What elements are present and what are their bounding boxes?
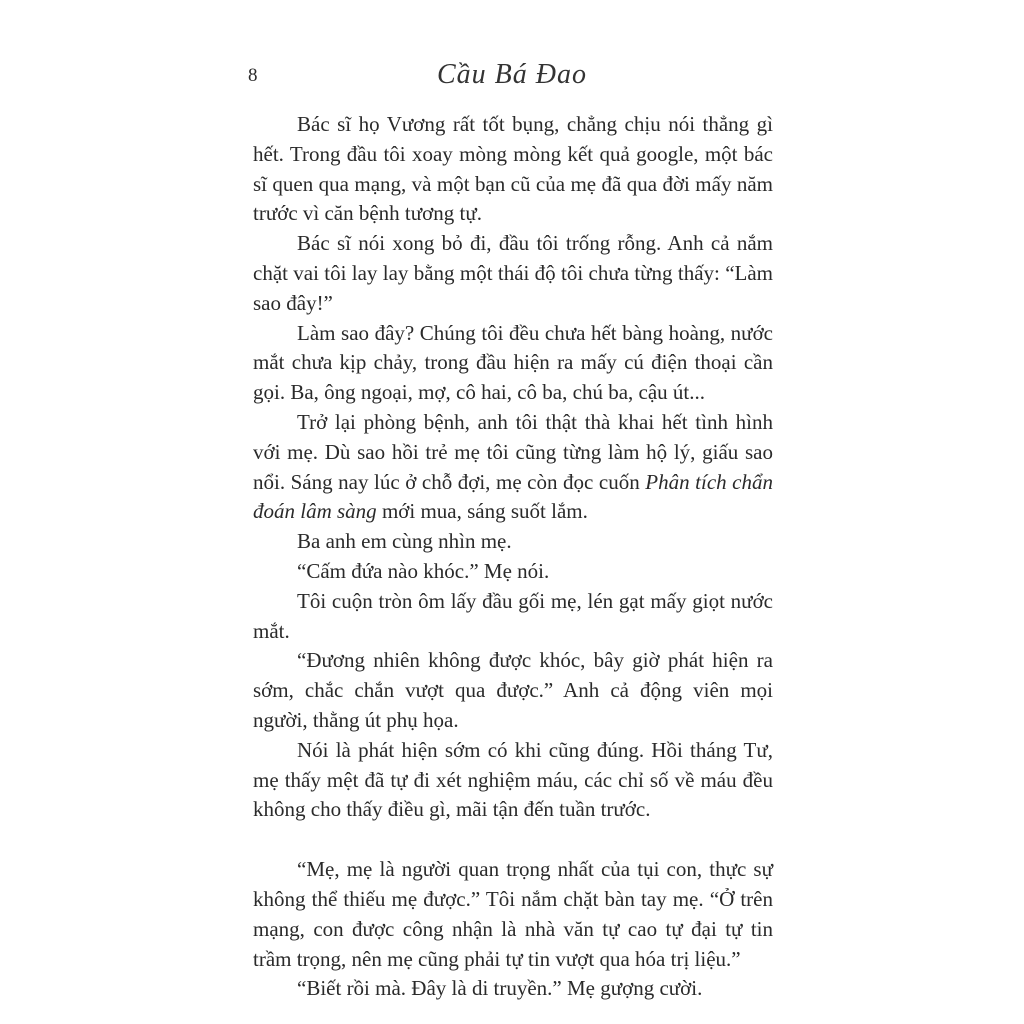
paragraph-text: mới mua, sáng suốt lắm. — [376, 499, 588, 524]
paragraph-text: Trở lại phòng bệnh, anh tôi thật thà khai hết tình hình với mẹ. Dù sao hồi trẻ mẹ tôi cũng từng làm hộ lý, giấu sao nổi. Sáng nay lúc ở chỗ đợi, mẹ còn đọc cuốn — [253, 409, 773, 494]
paragraph: Ba anh em cùng nhìn mẹ. — [297, 529, 512, 554]
running-title: Cầu Bá Đao — [437, 59, 587, 90]
page-number: 8 — [248, 65, 258, 86]
paragraph: “Cấm đứa nào khóc.” Mẹ nói. — [297, 558, 550, 583]
paragraph: “Đương nhiên không được khóc, bây giờ phát hiện ra sớm, chắc chắn vượt qua được.” Anh cả động viên mọi người, thằng út phụ họa. — [253, 648, 773, 732]
paragraph: Bác sĩ nói xong bỏ đi, đầu tôi trống rỗng. Anh cả nắm chặt vai tôi lay lay bằng một thái độ tôi chưa từng thấy: “Làm sao đây!” — [253, 231, 773, 315]
paragraph: Tôi cuộn tròn ôm lấy đầu gối mẹ, lén gạt mấy giọt nước mắt. — [253, 588, 773, 643]
paragraph: “Mẹ, mẹ là người quan trọng nhất của tụi con, thực sự không thể thiếu mẹ được.” Tôi nắm chặt bàn tay mẹ. “Ở trên mạng, con được công nhận là nhà văn tự cao tự đại tự tin trầm trọng, nên mẹ cũng phải tự tin vượt qua hóa trị liệu.” — [253, 857, 773, 971]
paragraph — [253, 408, 773, 527]
paragraph: “Biết rồi mà. Đây là di truyền.” Mẹ gượng cười. — [297, 976, 703, 1001]
book-title-italic: Phân tích chẩn đoán lâm sàng — [253, 469, 774, 524]
section-break — [253, 825, 773, 855]
paragraph: Bác sĩ họ Vương rất tốt bụng, chẳng chịu nói thẳng gì hết. Trong đầu tôi xoay mòng mòng kết quả google, một bác sĩ quen qua mạng, và một bạn cũ của mẹ đã qua đời mấy năm trước vì căn bệnh tương tự. — [253, 112, 773, 226]
body-text — [253, 110, 773, 1004]
paragraph: Nói là phát hiện sớm có khi cũng đúng. Hồi tháng Tư, mẹ thấy mệt đã tự đi xét nghiệm máu, các chỉ số về máu đều không cho thấy điều gì, mãi tận đến tuần trước. — [253, 737, 773, 822]
paragraph: Làm sao đây? Chúng tôi đều chưa hết bàng hoàng, nước mắt chưa kịp chảy, trong đầu hiện ra mấy cú điện thoại cần gọi. Ba, ông ngoại, mợ, cô hai, cô ba, chú ba, cậu út... — [253, 320, 773, 405]
